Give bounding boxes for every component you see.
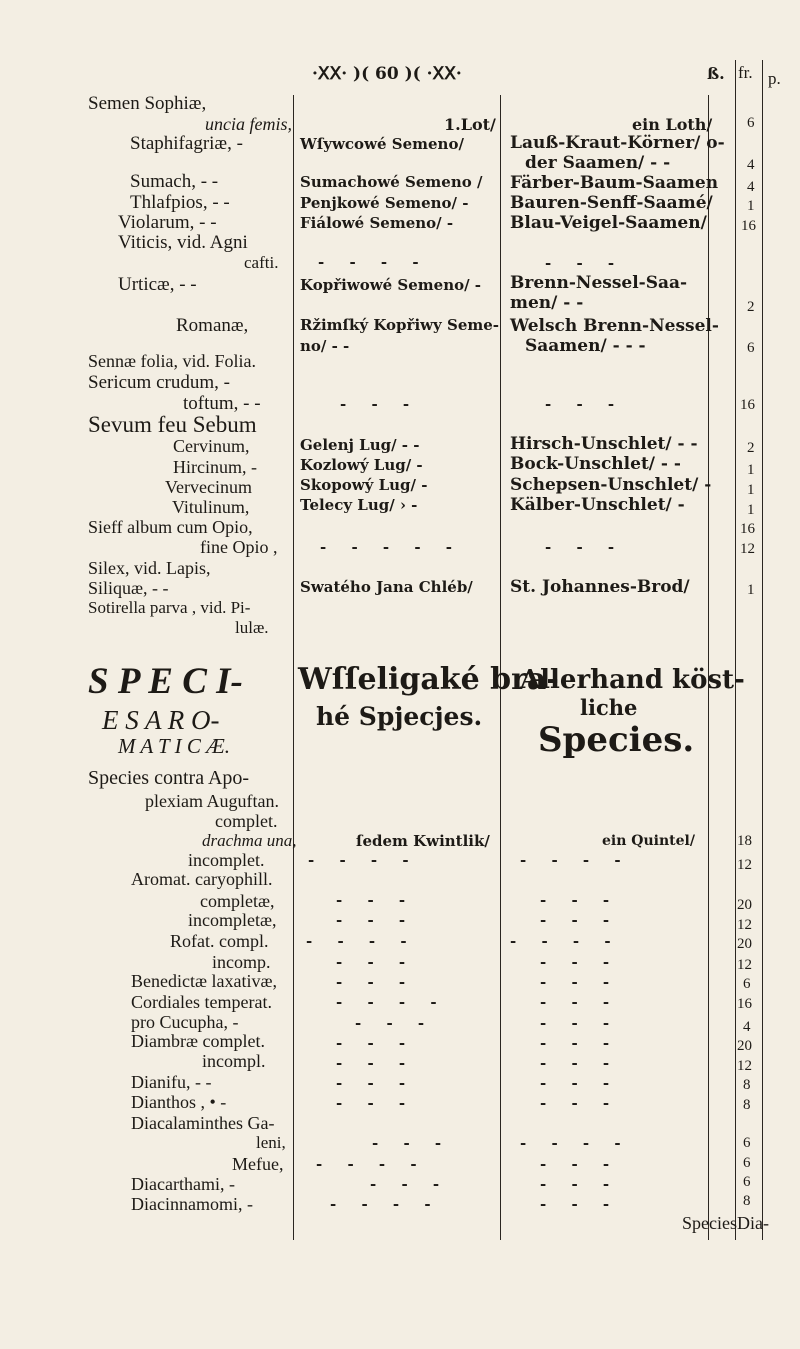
entry-complet: complet. — [215, 811, 278, 831]
entry-vervecinum: Vervecinum — [165, 477, 252, 497]
price-value: 4 — [747, 157, 755, 173]
dash-leader: - - - — [372, 1134, 452, 1152]
dash-leader: - - - — [336, 911, 416, 929]
price-value: 12 — [740, 541, 755, 557]
price-value: 12 — [737, 917, 752, 933]
german-row: Welsch Brenn-Nessel- — [510, 316, 719, 336]
price-value: 6 — [743, 1174, 751, 1190]
entry-plexiam: plexiam Auguftan. — [145, 791, 279, 811]
price-value: 8 — [743, 1097, 751, 1113]
heading-species-3: M A T I C Æ. — [118, 734, 231, 758]
entry-sine-opio: fine Opio , — [200, 537, 278, 557]
entry-dianthos: Dianthos , • - — [131, 1092, 227, 1112]
dash-leader: - - - — [540, 1094, 620, 1112]
entry-sotirella: Sotirella parva , vid. Pi- — [88, 598, 251, 617]
entry-sieff: Sieff album cum Opio, — [88, 517, 253, 537]
bohemian-heading-2: hé Spjecjes. — [316, 702, 483, 731]
entry-incomplet: incomplet. — [188, 850, 265, 870]
german-row: Lauß-Kraut-Körner/ o- — [510, 133, 725, 153]
page-header: ·ⵝⵝ· )( 60 )( ·ⵝⵝ· — [312, 64, 462, 84]
dash-leader: - - - — [540, 891, 620, 909]
dash-leader: - - - - — [306, 932, 417, 950]
dash-leader: - - - — [540, 1034, 620, 1052]
bohemian-row: Kopřiwowé Semeno/ - — [300, 276, 482, 294]
entry-drachma: drachma una, — [202, 831, 297, 850]
dash-leader: - - - — [545, 538, 625, 556]
heading-species-1: S P E C I- — [88, 661, 243, 702]
german-row: Kälber-Unschlet/ - — [510, 495, 685, 515]
bohemian-row: Ržimſký Kopřiwy Seme- — [300, 316, 500, 334]
entry-dianisu: Dianifu, - - — [131, 1072, 212, 1092]
catchword: SpeciesDia- — [682, 1213, 769, 1233]
dash-leader: - - - — [370, 1175, 450, 1193]
dash-leader: - - - — [540, 1014, 620, 1032]
entry-sumach: Sumach, - - — [130, 171, 219, 192]
bohemian-row: Penjkowé Semeno/ - — [300, 194, 469, 212]
dash-leader: - - - — [336, 973, 416, 991]
price-value: 2 — [747, 299, 755, 315]
price-value: 20 — [737, 936, 752, 952]
entry-aromat: Aromat. caryophill. — [131, 869, 273, 889]
entry-hircinum: Hircinum, - — [173, 457, 257, 477]
entry-sericum: Sericum crudum, - — [88, 372, 230, 393]
price-value: 4 — [747, 179, 755, 195]
german-row: men/ - - — [510, 293, 584, 313]
dash-leader: - - - — [336, 953, 416, 971]
german-heading-3: Species. — [538, 720, 695, 760]
dash-leader: - - - - — [316, 1155, 427, 1173]
entry-cucupha: pro Cucupha, - — [131, 1012, 239, 1032]
price-value: 18 — [737, 833, 752, 849]
entry-sennae: Sennæ folia, vid. Folia. — [88, 351, 256, 371]
entry-mesue: Mefue, — [232, 1154, 284, 1174]
entry-urticae: Urticæ, - - — [118, 274, 197, 295]
price-value: 6 — [747, 115, 755, 131]
dash-leader: - - - - — [520, 851, 631, 869]
entry-diacinnamomi: Diacinnamomi, - — [131, 1194, 253, 1214]
dash-leader: - - - - — [510, 932, 621, 950]
entry-diambrae: Diambræ complet. — [131, 1031, 265, 1051]
dash-leader: - - - — [540, 1175, 620, 1193]
price-value: 6 — [743, 1155, 751, 1171]
entry-incompletae: incompletæ, — [188, 910, 277, 930]
entry-sevum: Sevum feu Sebum — [88, 412, 257, 437]
german-heading-2: liche — [580, 695, 638, 720]
col-head-ss: ß. — [707, 64, 725, 83]
price-value: 1 — [747, 462, 755, 478]
column-rule — [762, 60, 763, 1240]
bohemian-row: Fiálowé Semeno/ - — [300, 214, 454, 232]
entry-tostum: toftum, - - — [183, 393, 261, 414]
german-heading-1: Allerhand köst- — [520, 665, 745, 695]
dash-leader: - - - - — [520, 1134, 631, 1152]
dash-leader: - - - - — [336, 993, 447, 1011]
bohemian-row: no/ - - — [300, 337, 350, 355]
bohemian-heading-1: Wſſeligaké bra- — [298, 662, 559, 697]
bohemian-row: Telecy Lug/ › - — [300, 496, 418, 514]
dash-leader: - - - — [545, 254, 625, 272]
entry-thlaspios: Thlafpios, - - — [130, 192, 230, 213]
entry-violarum: Violarum, - - — [118, 212, 217, 233]
entry-lulae: lulæ. — [235, 618, 269, 637]
entry-viticis: Viticis, vid. Agni — [118, 232, 248, 253]
entry-siliquae: Siliquæ, - - — [88, 578, 169, 598]
dash-leader: - - - — [336, 1074, 416, 1092]
price-value: 1 — [747, 198, 755, 214]
entry-diacarthami: Diacarthami, - — [131, 1174, 235, 1194]
price-value: 16 — [741, 218, 756, 234]
german-loth: ein Loth/ — [632, 115, 713, 134]
german-row: Bauren-Senff-Saamé/ — [510, 193, 713, 213]
dash-leader: - - - — [540, 1074, 620, 1092]
price-value: 8 — [743, 1193, 751, 1209]
dash-leader: - - - — [540, 953, 620, 971]
bohemian-row: Sumachowé Semeno / — [300, 173, 483, 191]
dash-leader: - - - — [540, 1054, 620, 1072]
entry-cervinum: Cervinum, — [173, 436, 250, 456]
price-value: 12 — [737, 1058, 752, 1074]
bohemian-row: Kozlowý Lug/ - — [300, 456, 423, 474]
entry-benedictae: Benedictæ laxativæ, — [131, 971, 277, 991]
column-rule — [293, 95, 294, 1240]
dash-leader: - - - — [336, 1034, 416, 1052]
bohemian-row: Swatého Jana Chléb/ — [300, 578, 473, 596]
price-value: 6 — [743, 1135, 751, 1151]
bohemian-row: Skopowý Lug/ - — [300, 476, 428, 494]
dash-leader: - - - - — [330, 1195, 441, 1213]
price-value: 6 — [747, 340, 755, 356]
price-value: 6 — [743, 976, 751, 992]
price-value: 12 — [737, 857, 752, 873]
german-row: Schepsen-Unschlet/ - — [510, 475, 712, 495]
column-rule — [735, 60, 736, 1240]
dash-leader: - - - — [540, 1155, 620, 1173]
col-head-p: p. — [768, 69, 781, 88]
dash-leader: - - - — [540, 993, 620, 1011]
entry-cordiales: Cordiales temperat. — [131, 992, 272, 1012]
german-row: Färber-Baum-Saamen — [510, 173, 719, 193]
dash-leader: - - - — [540, 973, 620, 991]
entry-completae: completæ, — [200, 891, 275, 911]
german-quintel: ein Quintel/ — [602, 833, 695, 849]
bohemian-lot: 1.Lot/ — [444, 115, 496, 134]
price-value: 2 — [747, 440, 755, 456]
dash-leader: - - - - — [308, 851, 419, 869]
dash-leader: - - - — [336, 1054, 416, 1072]
german-row: Hirsch-Unschlet/ - - — [510, 434, 698, 454]
entry-vitulinum: Vitulinum, — [172, 497, 250, 517]
dash-leader: - - - — [545, 395, 625, 413]
bohemian-row: Gelenj Lug/ - - — [300, 436, 420, 454]
dash-leader: - - - — [540, 911, 620, 929]
price-value: 4 — [743, 1019, 751, 1035]
entry-casti: cafti. — [244, 253, 279, 272]
entry-diacalam: Diacalaminthes Ga- — [131, 1113, 275, 1133]
dash-leader: - - - — [355, 1014, 435, 1032]
entry-incompl: incompl. — [202, 1051, 266, 1071]
entry-uncia-feminis: uncia femis, — [205, 114, 292, 134]
price-value: 1 — [747, 482, 755, 498]
entry-rosat: Rofat. compl. — [170, 931, 269, 951]
entry-incomp: incomp. — [212, 952, 271, 972]
entry-semen-sophiae: Semen Sophiæ, — [88, 93, 207, 114]
heading-species-2: E S A R O- — [102, 705, 220, 735]
german-row: Bock-Unschlet/ - - — [510, 454, 681, 474]
bohemian-row: Wſywcowé Semeno/ — [300, 135, 464, 153]
entry-contra: Species contra Apo- — [88, 767, 250, 789]
entry-silex: Silex, vid. Lapis, — [88, 558, 211, 578]
entry-romanae: Romanæ, — [176, 315, 249, 336]
german-row: Saamen/ - - - — [525, 336, 646, 356]
dash-leader: - - - — [540, 1195, 620, 1213]
entry-staphisagriae: Staphifagriæ, - — [130, 133, 243, 154]
bohemian-seven: ſedem Kwintlik/ — [356, 832, 490, 850]
dash-leader: - - - — [336, 1094, 416, 1112]
price-value: 16 — [740, 521, 755, 537]
price-value: 16 — [740, 397, 755, 413]
price-value: 16 — [737, 996, 752, 1012]
german-row: St. Johannes-Brod/ — [510, 577, 690, 597]
dash-leader: - - - - - — [320, 538, 463, 556]
col-head-fr: fr. — [738, 63, 753, 82]
price-value: 12 — [737, 957, 752, 973]
german-row: Blau-Veigel-Saamen/ — [510, 213, 707, 233]
dash-leader: - - - - — [318, 253, 429, 271]
price-value: 1 — [747, 502, 755, 518]
price-value: 20 — [737, 897, 752, 913]
dash-leader: - - - — [340, 395, 420, 413]
entry-leni: leni, — [256, 1133, 286, 1152]
price-value: 8 — [743, 1077, 751, 1093]
german-row: der Saamen/ - - — [525, 153, 671, 173]
price-value: 1 — [747, 582, 755, 598]
price-value: 20 — [737, 1038, 752, 1054]
german-row: Brenn-Nessel-Saa- — [510, 273, 688, 293]
dash-leader: - - - — [336, 891, 416, 909]
